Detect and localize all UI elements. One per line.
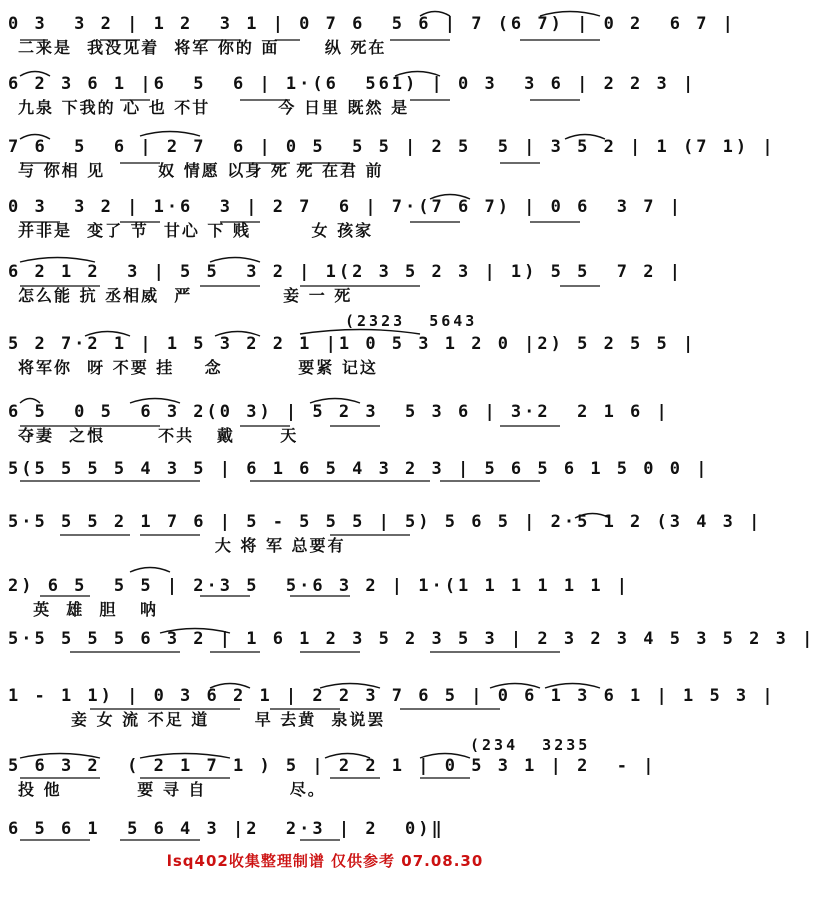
lyric-line: 与 你相 见 奴 情愿 以身 死 死 在君 前 — [18, 161, 384, 180]
interlude-notation: (234 3235 — [470, 736, 591, 754]
notation-line: 5·5 5 5 5 6 3 2 | 1 6 1 2 3 5 2 3 5 3 | 2 3 2 3 4 5 3 5 2 3 | — [8, 629, 815, 649]
lyric-line: 并非是 变了 节 甘心 下 贱 女 孩家 — [18, 221, 374, 240]
lyric-line: 将军你 呀 不要 挂 念 要紧 记这 — [18, 358, 378, 377]
notation-line: 1 - 1 1) | 0 3 6 2 1 | 2 2 3 7 6 5 | 0 6 1 3 6 1 | 1 5 3 | — [8, 686, 776, 706]
notation-line: 2) 6 5 5 5 | 2·3 5 5·6 3 2 | 1·(1 1 1 1 1 1 | — [8, 576, 631, 596]
lyric-line: 怎么能 抗 丞相威 严 妾 一 死 — [18, 286, 353, 305]
notation-line: 0 3 3 2 | 1·6 3 | 2 7 6 | 7·(7 6 7) | 0 6 3 7 | — [8, 197, 683, 217]
notation-line: 5·5 5 5 2 1 7 6 | 5 - 5 5 5 | 5) 5 6 5 | 2·5 1 2 (3 4 3 | — [8, 512, 763, 532]
notation-line: 6 2 1 2 3 | 5 5 3 2 | 1(2 3 5 2 3 | 1) 5 5 7 2 | — [8, 262, 683, 282]
notation-line: 6 5 0 5 6 3 2(0 3) | 5 2 3 5 3 6 | 3·2 2 1 6 | — [8, 402, 670, 422]
lyric-line: 夺妻 之恨 不共 戴 天 — [18, 426, 299, 445]
lyric-line: 九泉 下我的 心 也 不甘 今 日里 既然 是 — [18, 98, 410, 117]
notation-line: 7 6 5 6 | 2 7 6 | 0 5 5 5 | 2 5 5 | 3 5 2 | 1 (7 1) | — [8, 137, 776, 157]
lyric-line: 大 将 军 总要有 — [18, 536, 346, 555]
notation-line: 5(5 5 5 5 4 3 5 | 6 1 6 5 4 3 2 3 | 5 6 5 6 1 5 0 0 | — [8, 459, 710, 479]
lyric-line: 英 雄 胆 呐 — [18, 600, 159, 619]
notation-line: 5 6 3 2 ( 2 1 7 1 ) 5 | 2 2 1 | 0 5 3 1 | 2 - | — [8, 756, 657, 776]
notation-line: 0 3 3 2 | 1 2 3 1 | 0 7 6 5 6 | 7 (6 7) | 0 2 6 7 | — [8, 14, 736, 34]
lyric-line: 妾 女 流 不足 道 早 去黄 泉说罢 — [18, 710, 386, 729]
notation-line: 6 2 3 6 1 |6 5 6 | 1·(6 561) | 0 3 3 6 | 2 2 3 | — [8, 74, 697, 94]
notation-line: 5 2 7·2 1 | 1 5 3 2 2 1 |1 0 5 3 1 2 0 |2) 5 2 5 5 | — [8, 334, 697, 354]
interlude-notation: (2323 5643 — [345, 312, 478, 330]
lyric-line: 投 他 要 寻 自 尽。 — [18, 780, 326, 799]
footer-credit: lsq402收集整理制谱 仅供参考 07.08.30 — [166, 852, 484, 870]
lyric-line: 二来是 我没见着 将军 你的 面 纵 死在 — [18, 38, 387, 57]
notation-line: 6 5 6 1 5 6 4 3 |2 2·3 | 2 0)‖ — [8, 819, 445, 839]
